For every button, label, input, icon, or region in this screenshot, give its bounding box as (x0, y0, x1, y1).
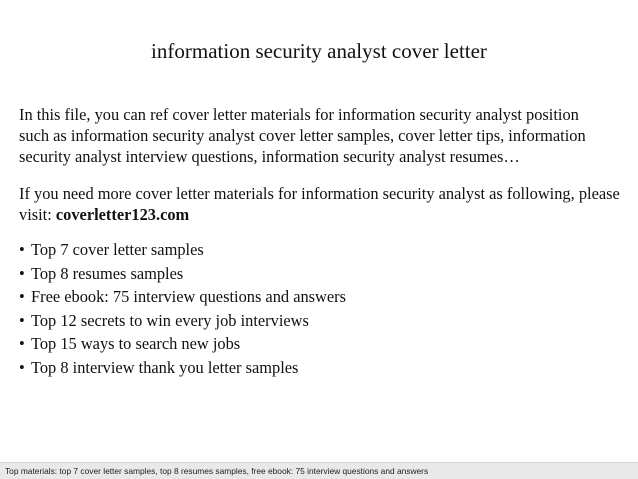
more-materials-text: If you need more cover letter materials for information security analyst as following, please visit: (19, 184, 620, 224)
footer-bar (0, 462, 638, 479)
bullet-icon: • (19, 287, 25, 306)
list-item-text: Top 12 secrets to win every job interviews (31, 310, 309, 330)
coverletter-link[interactable]: coverletter123.com (55, 205, 190, 224)
bullet-icon: • (19, 310, 25, 330)
bullet-icon: • (19, 334, 25, 353)
slide-content (19, 104, 624, 379)
bullet-icon: • (19, 357, 25, 377)
list-item (19, 285, 624, 309)
materials-list (19, 238, 624, 379)
slide-title: information security analyst cover letter (151, 39, 487, 63)
list-item (19, 332, 624, 356)
footer-text: Top materials: top 7 cover letter samples, top 8 resumes samples, free ebook: 75 interview questions and answers (5, 466, 429, 476)
list-item-text: Free ebook: 75 interview questions and answers (31, 287, 346, 306)
list-item (19, 356, 624, 380)
intro-paragraph: In this file, you can ref cover letter materials for information security analyst position such as information security analyst cover letter samples, cover letter tips, information security analyst interview questions, information security analyst resumes… (19, 105, 586, 166)
list-item-text: Top 8 interview thank you letter samples (31, 357, 299, 377)
more-materials-paragraph (19, 183, 631, 225)
bullet-icon: • (19, 240, 25, 259)
list-item (19, 309, 624, 333)
list-item-text: Top 7 cover letter samples (31, 240, 204, 259)
bullet-icon: • (19, 263, 25, 283)
list-item-text: Top 15 ways to search new jobs (31, 334, 241, 353)
list-item (19, 262, 624, 286)
list-item (19, 238, 624, 262)
list-item-text: Top 8 resumes samples (31, 263, 184, 283)
